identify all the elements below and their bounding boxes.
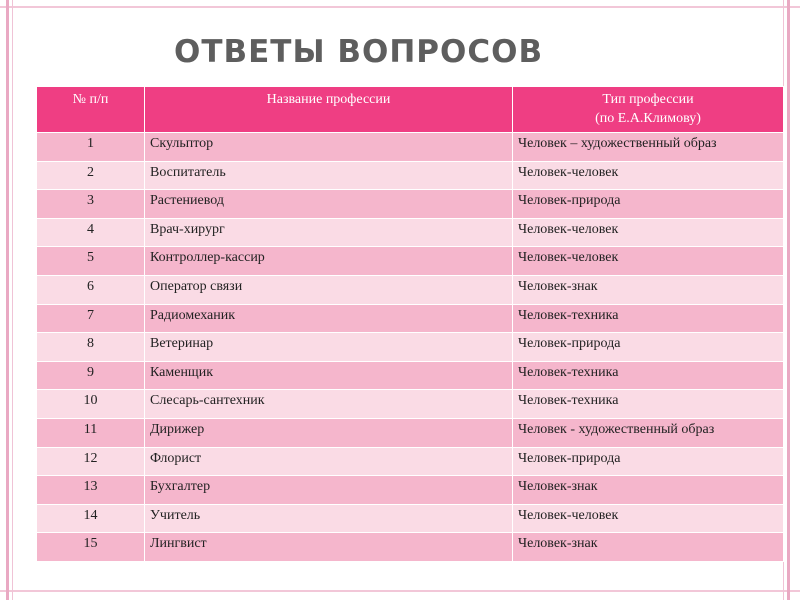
profession-type-cell: Человек – художественный образ xyxy=(513,133,784,162)
table-row xyxy=(37,190,784,219)
profession-type-cell: Человек-знак xyxy=(513,275,784,304)
table-body xyxy=(37,133,784,562)
decorative-left-line xyxy=(6,0,9,600)
profession-type-cell: Человек-человек xyxy=(513,247,784,276)
profession-type-cell: Человек-знак xyxy=(513,533,784,562)
profession-type-cell: Человек-техника xyxy=(513,304,784,333)
profession-name-cell: Каменщик xyxy=(145,361,513,390)
row-number-cell: 8 xyxy=(37,333,145,362)
profession-name-cell: Флорист xyxy=(145,447,513,476)
profession-name-cell: Контроллер-кассир xyxy=(145,247,513,276)
row-number-cell: 3 xyxy=(37,190,145,219)
table-header-row xyxy=(37,87,784,133)
row-number-cell: 12 xyxy=(37,447,145,476)
row-number-cell: 9 xyxy=(37,361,145,390)
profession-name-cell: Учитель xyxy=(145,504,513,533)
header-num: № п/п xyxy=(37,87,145,133)
decorative-right-line xyxy=(787,0,790,600)
decorative-bottom-line xyxy=(0,590,800,592)
table-row xyxy=(37,476,784,505)
row-number-cell: 2 xyxy=(37,161,145,190)
row-number-cell: 6 xyxy=(37,275,145,304)
table-row xyxy=(37,418,784,447)
row-number-cell: 7 xyxy=(37,304,145,333)
header-type-line1: Тип профессии xyxy=(602,92,694,107)
row-number-cell: 4 xyxy=(37,218,145,247)
table-row xyxy=(37,247,784,276)
row-number-cell: 11 xyxy=(37,418,145,447)
page-title: ОТВЕТЫ ВОПРОСОВ xyxy=(174,34,544,70)
table-row xyxy=(37,304,784,333)
profession-name-cell: Воспитатель xyxy=(145,161,513,190)
header-type xyxy=(513,87,784,133)
profession-type-cell: Человек-человек xyxy=(513,161,784,190)
table-row xyxy=(37,133,784,162)
table-row xyxy=(37,275,784,304)
profession-type-cell: Человек-человек xyxy=(513,218,784,247)
profession-type-cell: Человек-техника xyxy=(513,361,784,390)
row-number-cell: 5 xyxy=(37,247,145,276)
row-number-cell: 13 xyxy=(37,476,145,505)
profession-type-cell: Человек-человек xyxy=(513,504,784,533)
row-number-cell: 1 xyxy=(37,133,145,162)
header-type-line2: (по Е.А.Климову) xyxy=(595,111,701,126)
profession-type-cell: Человек-знак xyxy=(513,476,784,505)
table-row xyxy=(37,218,784,247)
profession-type-cell: Человек - художественный образ xyxy=(513,418,784,447)
table-row xyxy=(37,533,784,562)
table-row xyxy=(37,390,784,419)
profession-name-cell: Растениевод xyxy=(145,190,513,219)
table-row xyxy=(37,361,784,390)
table-row xyxy=(37,447,784,476)
profession-type-cell: Человек-техника xyxy=(513,390,784,419)
decorative-top-line xyxy=(0,6,800,8)
profession-name-cell: Скульптор xyxy=(145,133,513,162)
header-name: Название профессии xyxy=(145,87,513,133)
profession-name-cell: Бухгалтер xyxy=(145,476,513,505)
table-row xyxy=(37,333,784,362)
profession-name-cell: Слесарь-сантехник xyxy=(145,390,513,419)
profession-name-cell: Дирижер xyxy=(145,418,513,447)
table-row xyxy=(37,504,784,533)
profession-name-cell: Врач-хирург xyxy=(145,218,513,247)
answers-table xyxy=(36,86,784,562)
profession-type-cell: Человек-природа xyxy=(513,190,784,219)
table-row xyxy=(37,161,784,190)
profession-name-cell: Радиомеханик xyxy=(145,304,513,333)
profession-name-cell: Ветеринар xyxy=(145,333,513,362)
profession-name-cell: Оператор связи xyxy=(145,275,513,304)
row-number-cell: 10 xyxy=(37,390,145,419)
row-number-cell: 14 xyxy=(37,504,145,533)
profession-type-cell: Человек-природа xyxy=(513,447,784,476)
profession-name-cell: Лингвист xyxy=(145,533,513,562)
decorative-left-thin-line xyxy=(12,0,13,600)
profession-type-cell: Человек-природа xyxy=(513,333,784,362)
row-number-cell: 15 xyxy=(37,533,145,562)
